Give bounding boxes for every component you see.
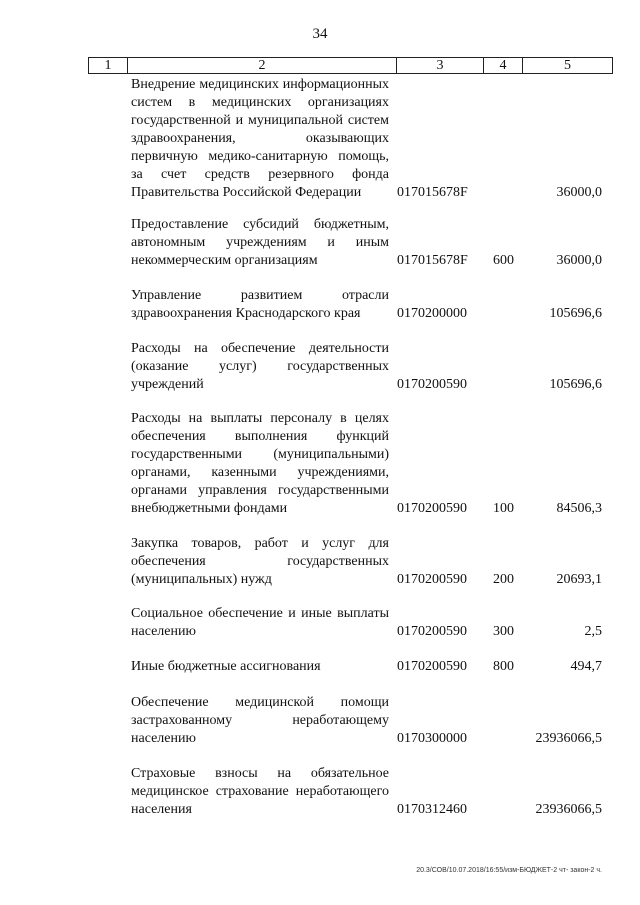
page-number: 34 (312, 26, 328, 42)
row-description: Социальное обеспечение и иные выплаты населению (131, 606, 389, 639)
row-amount: 23936066,5 (535, 731, 602, 746)
row-expense-type: 100 (493, 501, 514, 516)
row-code: 017015678F (397, 253, 468, 268)
row-description: Внедрение медицинских информационных систем в медицинских организациях государственной и муниципальной систем здравоохранения, оказывающих первичную медико-санитарную помощь, за счет средств резервного фонда Правительства Российской Федерации (131, 77, 389, 200)
row-code: 0170312460 (397, 802, 467, 817)
header-col-5: 5 (564, 57, 571, 73)
row-description: Предоставление субсидий бюджетным, автономным учреждениям и иным некоммерческим организациям (131, 217, 389, 268)
row-amount: 105696,6 (549, 306, 602, 321)
row-amount: 36000,0 (556, 185, 602, 200)
document-footer: 20.3/СОВ/10.07.2018/16:55/изм-БЮДЖЕТ-2 чт- закон-2 ч. (416, 867, 602, 874)
row-description: Иные бюджетные ассигнования (131, 659, 321, 674)
row-code: 017015678F (397, 185, 468, 200)
row-description: Расходы на обеспечение деятельности (оказание услуг) государственных учреждений (131, 341, 389, 392)
row-amount: 20693,1 (556, 572, 602, 587)
row-amount: 84506,3 (556, 501, 602, 516)
header-col-2: 2 (128, 58, 397, 73)
row-description: Обеспечение медицинской помощи застрахованному неработающему населению (131, 695, 389, 746)
row-description: Управление развитием отрасли здравоохранения Краснодарского края (131, 288, 389, 321)
row-code: 0170200590 (397, 377, 467, 392)
row-code: 0170200590 (397, 624, 467, 639)
row-amount: 105696,6 (549, 377, 602, 392)
row-amount: 23936066,5 (535, 802, 602, 817)
row-amount: 36000,0 (556, 253, 602, 268)
header-col-1: 1 (89, 58, 128, 73)
row-amount: 2,5 (584, 624, 602, 639)
row-code: 0170200590 (397, 501, 467, 516)
row-description: Расходы на выплаты персоналу в целях обеспечения выполнения функций государственными (муниципальными) органами, казенными учреждениями, органами управления государственными внебюджетными фондами (131, 411, 389, 516)
row-expense-type: 300 (493, 624, 514, 639)
row-expense-type: 800 (493, 659, 514, 674)
row-code: 0170300000 (397, 731, 467, 746)
row-code: 0170200000 (397, 306, 467, 321)
row-expense-type: 600 (493, 253, 514, 268)
table-header (88, 57, 613, 74)
header-col-4: 4 (484, 58, 523, 73)
row-code: 0170200590 (397, 572, 467, 587)
row-description: Страховые взносы на обязательное медицинское страхование неработающего населения (131, 766, 389, 817)
row-description: Закупка товаров, работ и услуг для обеспечения государственных (муниципальных) нужд (131, 536, 389, 587)
row-code: 0170200590 (397, 659, 467, 674)
row-expense-type: 200 (493, 572, 514, 587)
header-col-3: 3 (397, 58, 484, 73)
row-amount: 494,7 (570, 659, 602, 674)
